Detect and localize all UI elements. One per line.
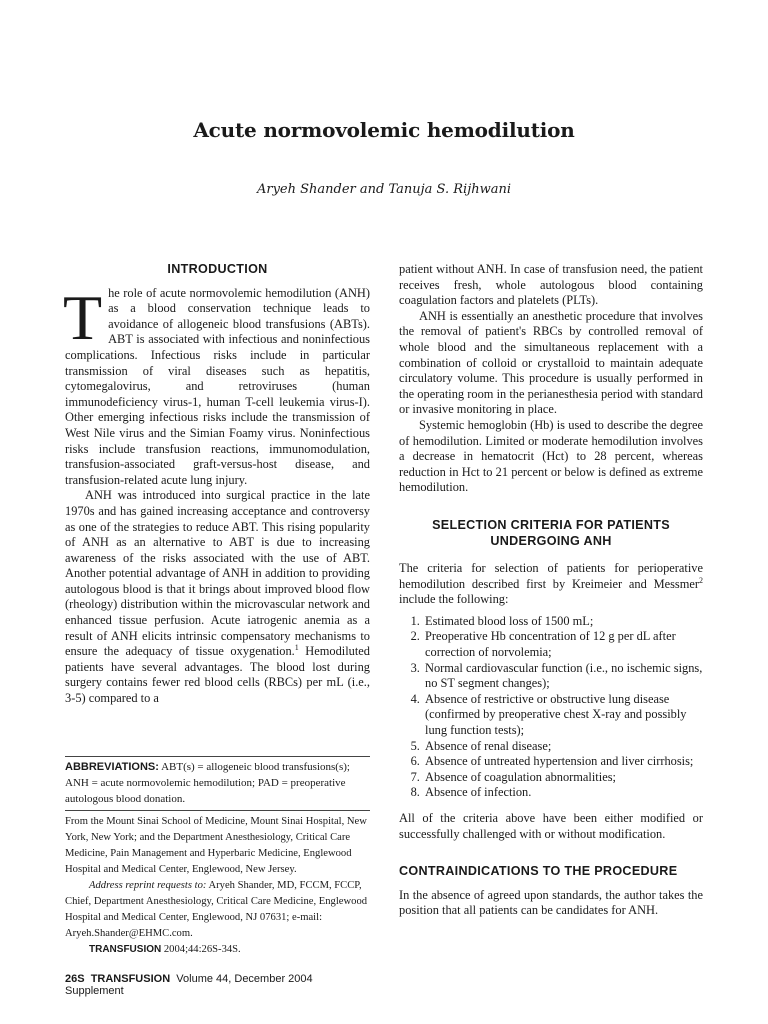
article-title: Acute normovolemic hemodilution <box>193 118 575 142</box>
introduction-heading: INTRODUCTION <box>167 262 268 276</box>
criteria-item: 3. Normal cardiovascular function (i.e., no ischemic signs, no ST segment changes); <box>423 661 703 692</box>
intro-paragraph-1 <box>63 281 370 489</box>
selection-intro <box>399 561 703 608</box>
right-paragraph-1: patient without ANH. In case of transfusion need, the patient receives fresh, whole autologous blood containing coagulation factors and platelets (PLTs). <box>399 262 703 308</box>
intro-paragraph-1-text: he role of acute normovolemic hemodilution (ANH) as a blood conservation technique leads to avoidance of allogeneic blood transfusions (ABTs). ABT is associated with infectious and noninfectious complications. Infectious risks include in particular transmission of viral diseases such as hepatitis, cytomegalovirus, and retroviruses (human immunodeficiency virus-1, human T-cell leukemia virus-I). Other emerging infectious risks include the transmission of West Nile virus and the Simian Foamy virus. Noninfectious risks include transfusion reactions, immunomodulation, transfusion-associated graft-versus-host disease, and transfusion-related acute lung injury. <box>65 285 370 487</box>
abbreviations-label: ABBREVIATIONS: <box>65 761 159 773</box>
reprint-label: Address reprint requests to: <box>89 880 207 891</box>
abbreviations-box <box>65 756 370 807</box>
abbreviations-top-rule <box>65 756 370 757</box>
criteria-list <box>399 614 703 801</box>
selection-heading-line-1: SELECTION CRITERIA FOR PATIENTS <box>432 517 670 532</box>
criteria-item: 7. Absence of coagulation abnormalities; <box>423 770 703 786</box>
selection-intro-text-b: include the following: <box>399 592 509 607</box>
selection-intro-text-a: The criteria for selection of patients for perioperative hemodilution described first by Kreimeier and Messmer <box>399 561 703 591</box>
footer-issue: Volume 44, December 2004 Supplement <box>65 973 313 997</box>
citation-1: 1 <box>294 643 299 653</box>
citation-line <box>65 942 370 958</box>
reprint-text: Aryeh Shander, MD, FCCM, FCCP, Chief, Department Anesthesiology, Critical Care Medicine, Englewood Hospital and Medical Center, Englewood, NJ 07631; e-mail: Aryeh.Shander@EHMC.com. <box>65 880 368 939</box>
intro-paragraph-2-text-a: ANH was introduced into surgical practice in the late 1970s and has gained increasing acceptance and controversy as one of the strategies to reduce ABT. This rising popularity of ANH as an alternative to ABT is due to increasing awareness of the risks associated with the use of ABT. Another potential advantage of ANH in addition to providing autologous blood is that it brings about improved blood flow (rheology) distribution within the microvascular network and enhanced tissue perfusion. Acute iatrogenic anemia as a result of ANH elicits intrinsic compensatory mechanisms to ensure the adequacy of tissue oxygenation. <box>65 488 370 659</box>
criteria-summary: All of the criteria above have been either modified or successfully challenged with or without modification. <box>399 811 703 841</box>
criteria-item: 8. Absence of infection. <box>423 785 703 801</box>
contraindications-text: In the absence of agreed upon standards, the author takes the position that all patients can be candidates for ANH. <box>399 887 703 918</box>
left-column <box>65 262 370 707</box>
abbreviations-text: ABT(s) = allogeneic blood transfusions(s); ANH = acute normovolemic hemodilution; PAD = preoperative autologous blood donation. <box>65 761 350 805</box>
criteria-item: 4. Absence of restrictive or obstructive lung disease (confirmed by preoperative chest X-ray and possibly lung function tests); <box>423 692 703 739</box>
criteria-item: 2. Preoperative Hb concentration of 12 g per dL after correction of norvolemia; <box>423 629 703 660</box>
page-footer <box>65 973 370 997</box>
page-number: 26S <box>65 973 85 985</box>
citation-2: 2 <box>699 575 703 585</box>
footer-journal: TRANSFUSION <box>90 973 171 985</box>
right-paragraph-2: ANH is essentially an anesthetic procedure that involves the removal of patient's RBCs by controlled removal of whole blood and the simultaneous replacement with a combination of colloid or crystalloid to maintain adequate circulatory volume. This procedure is usually performed in the operating room in the perianesthesia period with standard or invasive monitoring in place. <box>399 308 703 417</box>
intro-paragraph-2 <box>65 488 370 706</box>
citation-details: 2004;44:26S-34S. <box>161 944 241 955</box>
affiliation-text: From the Mount Sinai School of Medicine, Mount Sinai Hospital, New York, New York; and the Department Anesthesiology, Critical Care Medicine, Pain Management and Hyperbaric Medicine, Englewood Hospital and Medical Center, Englewood, New Jersey. <box>65 816 367 875</box>
affiliation-top-rule <box>65 810 370 811</box>
drop-cap: T <box>63 281 103 353</box>
contraindications-heading: CONTRAINDICATIONS TO THE PROCEDURE <box>399 864 678 879</box>
right-column <box>399 262 703 919</box>
affiliation-box <box>65 810 370 958</box>
right-paragraph-3: Systemic hemoglobin (Hb) is used to describe the degree of hemodilution. Limited or moderate hemodilution involves a decrease in hematocrit (Hct) to 28 percent, whereas reduction in Hct to 21 percent or below is defined as extreme hemodilution. <box>399 417 703 495</box>
intro-paragraph-2-text-b: Hemodiluted patients have several advantages. The blood lost during surgery contains fewer red blood cells (RBCs) per mL (i.e., 3-5) compared to a <box>65 644 370 706</box>
criteria-item: 5. Absence of renal disease; <box>423 739 703 755</box>
criteria-item: 6. Absence of untreated hypertension and liver cirrhosis; <box>423 754 703 770</box>
reprint-request <box>65 878 370 942</box>
criteria-item: 1. Estimated blood loss of 1500 mL; <box>423 614 703 630</box>
article-authors: Aryeh Shander and Tanuja S. Rijhwani <box>256 182 512 197</box>
selection-heading-line-2: UNDERGOING ANH <box>490 533 612 548</box>
citation-journal: TRANSFUSION <box>89 944 162 955</box>
selection-criteria-heading <box>399 518 703 549</box>
